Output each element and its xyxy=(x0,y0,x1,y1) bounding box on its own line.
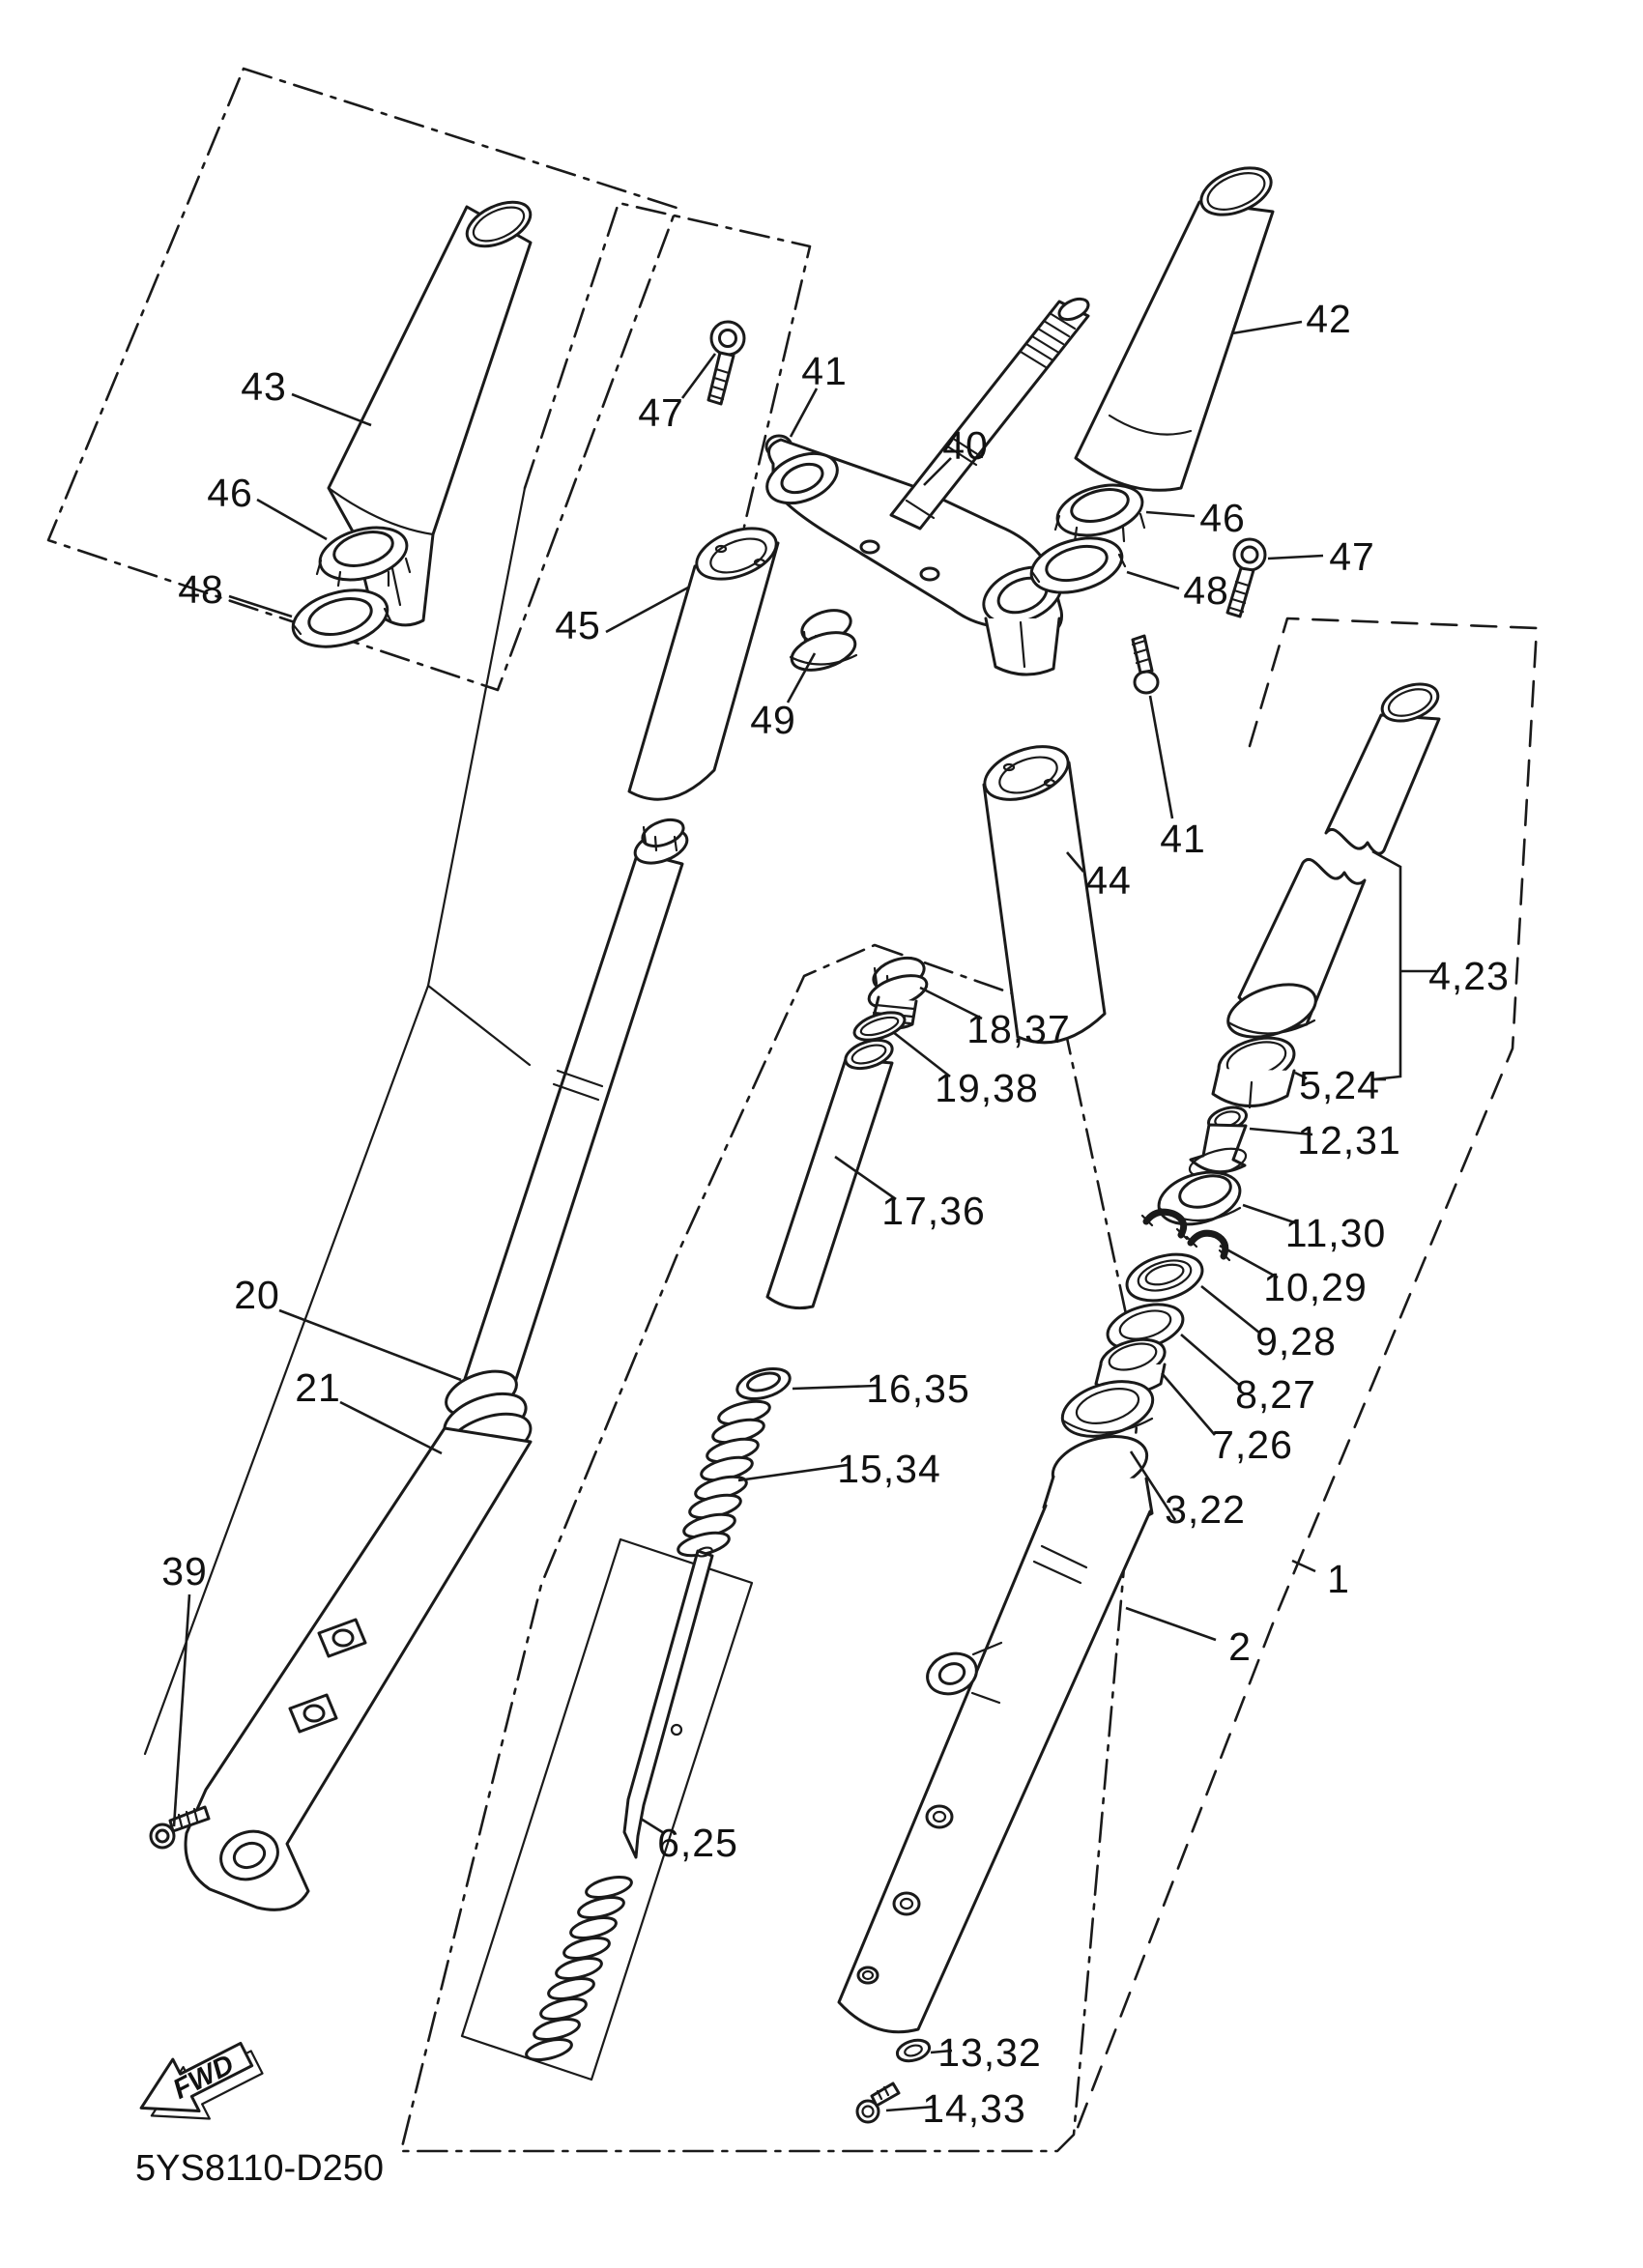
callout-number: 14,33 xyxy=(922,2086,1026,2131)
group-boundary-damper xyxy=(462,1539,752,2080)
drawing-code: 5YS8110-D250 xyxy=(135,2148,385,2189)
callout-leader xyxy=(229,596,292,617)
callout-number: 48 xyxy=(178,567,224,612)
group-boundary-top-center xyxy=(525,203,810,527)
callout-1 xyxy=(1292,1557,1350,1601)
callout-leader xyxy=(793,1386,877,1389)
right-outer-leg-2 xyxy=(839,1426,1154,2032)
callout-45 xyxy=(555,588,688,647)
callout-number: 47 xyxy=(1329,534,1375,579)
callout-number: 17,36 xyxy=(881,1189,986,1233)
callout-number: 19,38 xyxy=(935,1066,1039,1110)
callout-47L xyxy=(638,354,715,435)
callout-leader xyxy=(340,1402,442,1453)
callout-leader xyxy=(257,500,327,539)
callout-leader xyxy=(1268,556,1323,559)
callout-number: 45 xyxy=(555,603,601,647)
callout-leader xyxy=(1162,1373,1215,1435)
callout-2 xyxy=(1126,1608,1252,1669)
damper-tube-17-36 xyxy=(767,1035,896,1308)
callout-number: 9,28 xyxy=(1255,1319,1337,1364)
callout-leader xyxy=(738,1465,848,1480)
callout-14-33 xyxy=(886,2086,1026,2131)
callout-leader xyxy=(1126,1608,1216,1640)
callout-20 xyxy=(234,1273,461,1380)
callout-46R xyxy=(1146,496,1246,540)
callout-leader xyxy=(1372,851,1400,971)
callout-number: 11,30 xyxy=(1284,1211,1387,1255)
callout-number: 48 xyxy=(1183,568,1229,613)
callout-4-23 xyxy=(1372,851,1510,1079)
callout-number: 41 xyxy=(1160,817,1206,861)
callout-6-25 xyxy=(641,1819,738,1865)
callout-leader xyxy=(292,394,371,425)
callout-13-32 xyxy=(931,2030,1042,2075)
spring-seat-washer-16-35 xyxy=(734,1364,793,1404)
seal-spacer-cap-11-30 xyxy=(1153,1163,1246,1233)
callout-5-24 xyxy=(1295,1063,1386,1107)
steering-stem-40 xyxy=(891,295,1091,529)
callout-leader xyxy=(791,388,817,437)
outer-tube-21 xyxy=(186,1363,537,1909)
callout-number: 47 xyxy=(638,390,684,435)
callout-number: 5,24 xyxy=(1299,1063,1380,1107)
fork-cover-right-42 xyxy=(1076,158,1278,490)
inner-tube-20 xyxy=(464,815,691,1403)
callout-number: 39 xyxy=(161,1549,208,1593)
callout-46L xyxy=(207,471,327,539)
fwd-arrow-icon xyxy=(128,2026,270,2144)
fork-cover-45 xyxy=(629,519,783,800)
callout-number: 8,27 xyxy=(1235,1372,1316,1417)
callout-41b xyxy=(1150,696,1206,861)
callout-number: 16,35 xyxy=(866,1366,970,1411)
callout-number: 13,32 xyxy=(937,2030,1042,2075)
rebound-spring-6-25 xyxy=(525,1873,634,2063)
fwd-label: FWD xyxy=(168,2049,240,2106)
callout-number: 18,37 xyxy=(966,1007,1071,1051)
callout-15-34 xyxy=(738,1447,941,1491)
callout-number: 1 xyxy=(1327,1557,1350,1601)
oil-lock-piece-12-31 xyxy=(1187,1104,1249,1182)
callout-12-31 xyxy=(1250,1118,1401,1163)
callout-leader xyxy=(1150,696,1172,818)
callout-11-30 xyxy=(1243,1205,1386,1255)
callout-43 xyxy=(241,364,371,425)
callout-16-35 xyxy=(793,1366,970,1411)
callout-number: 10,29 xyxy=(1263,1265,1368,1309)
callout-leader xyxy=(1146,512,1195,516)
callout-leader xyxy=(1201,1286,1259,1333)
callout-leader xyxy=(606,588,688,632)
callout-41a xyxy=(791,349,848,437)
callout-21 xyxy=(295,1365,442,1453)
callout-number: 40 xyxy=(942,423,989,468)
callout-leader xyxy=(174,1594,189,1826)
callout-leader xyxy=(1181,1335,1239,1385)
socket-bolt-47-right xyxy=(1227,539,1265,617)
cap-nut-49 xyxy=(787,605,859,677)
socket-bolt-47-left xyxy=(708,322,744,404)
callout-number: 44 xyxy=(1085,858,1132,903)
callout-leader xyxy=(1232,322,1302,333)
callout-number: 42 xyxy=(1306,297,1352,341)
callout-number: 4,23 xyxy=(1428,954,1510,998)
callout-42 xyxy=(1232,297,1352,341)
callout-number: 41 xyxy=(801,349,848,393)
damper-rod-6-25 xyxy=(624,1546,713,1857)
slide-bushing-5-24 xyxy=(1213,1030,1300,1107)
callout-number: 49 xyxy=(750,698,796,742)
callout-number: 2 xyxy=(1228,1624,1252,1669)
callout-number: 20 xyxy=(234,1273,280,1317)
oil-seal-9-28 xyxy=(1121,1247,1207,1308)
callout-leader xyxy=(1127,572,1179,589)
callout-number: 15,34 xyxy=(837,1447,941,1491)
drain-screw-14-33 xyxy=(857,2083,899,2122)
callout-number: 21 xyxy=(295,1365,341,1410)
drain-washer-13-32 xyxy=(895,2037,932,2065)
callout-48L xyxy=(178,567,292,617)
callout-number: 7,26 xyxy=(1212,1422,1293,1467)
callout-number: 3,22 xyxy=(1165,1487,1246,1532)
callout-number: 6,25 xyxy=(657,1821,738,1865)
callout-number: 46 xyxy=(207,471,253,515)
callout-number: 12,31 xyxy=(1297,1118,1401,1163)
callout-48R xyxy=(1127,568,1229,613)
callout-47R xyxy=(1268,534,1375,579)
callout-number: 43 xyxy=(241,364,287,409)
pinch-screw-41-bottom xyxy=(1133,636,1158,693)
callout-number: 46 xyxy=(1199,496,1246,540)
